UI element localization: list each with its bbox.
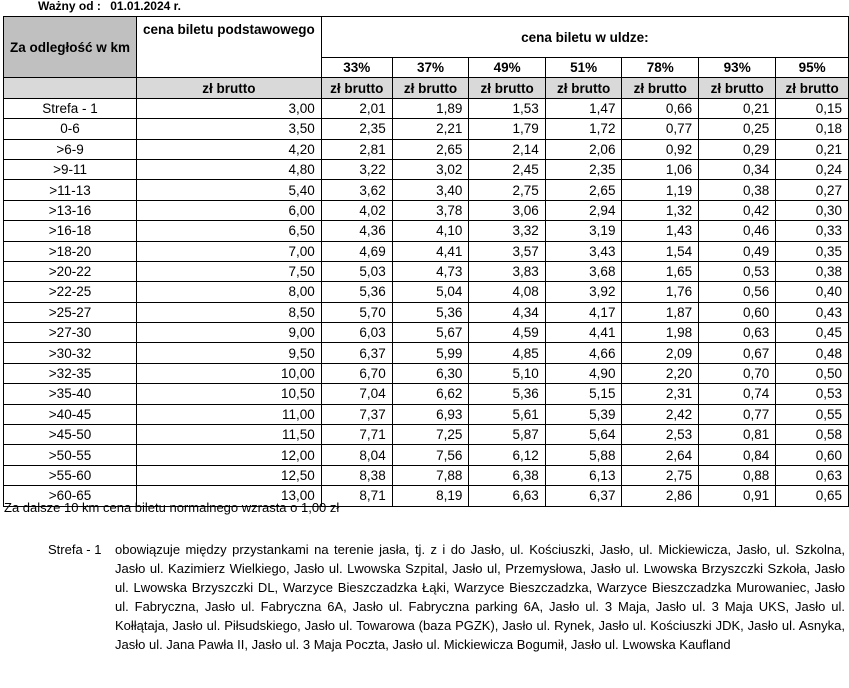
discount-price-cell: 0,46 — [699, 221, 776, 241]
discount-price-cell: 0,43 — [776, 302, 849, 322]
discount-price-cell: 3,43 — [545, 241, 622, 261]
discount-price-cell: 7,37 — [321, 404, 392, 424]
discount-percent-header: 33% — [321, 58, 392, 78]
unit-header: zł brutto — [469, 78, 545, 98]
unit-header: zł brutto — [545, 78, 622, 98]
distance-cell: >9-11 — [4, 159, 137, 179]
discount-percent-header: 51% — [545, 58, 622, 78]
fare-table — [3, 16, 849, 507]
discount-price-cell: 5,15 — [545, 384, 622, 404]
distance-cell: >22-25 — [4, 282, 137, 302]
distance-cell: 0-6 — [4, 119, 137, 139]
distance-cell: >11-13 — [4, 180, 137, 200]
distance-cell: >16-18 — [4, 221, 137, 241]
base-price-cell: 6,50 — [137, 221, 322, 241]
discount-price-cell: 7,56 — [392, 445, 469, 465]
base-price-cell: 9,00 — [137, 323, 322, 343]
discount-price-cell: 0,27 — [776, 180, 849, 200]
discount-price-cell: 6,93 — [392, 404, 469, 424]
discount-price-cell: 5,36 — [321, 282, 392, 302]
discount-price-cell: 4,73 — [392, 261, 469, 281]
discount-price-cell: 0,77 — [699, 404, 776, 424]
discount-price-cell: 1,54 — [622, 241, 699, 261]
discount-price-cell: 1,76 — [622, 282, 699, 302]
discount-price-cell: 3,62 — [321, 180, 392, 200]
zone-legend-key: Strefa - 1 — [48, 542, 102, 557]
fare-row — [4, 282, 849, 302]
base-price-cell: 9,50 — [137, 343, 322, 363]
discount-percent-header: 95% — [776, 58, 849, 78]
distance-cell: >32-35 — [4, 363, 137, 383]
discount-price-cell: 0,84 — [699, 445, 776, 465]
discount-price-cell: 1,47 — [545, 98, 622, 118]
unit-header: zł brutto — [321, 78, 392, 98]
base-price-cell: 11,00 — [137, 404, 322, 424]
discount-price-cell: 3,06 — [469, 200, 545, 220]
discount-price-cell: 5,36 — [469, 384, 545, 404]
discount-price-cell: 2,01 — [321, 98, 392, 118]
discount-price-cell: 6,62 — [392, 384, 469, 404]
discount-price-cell: 8,71 — [321, 486, 392, 506]
discount-price-cell: 7,25 — [392, 425, 469, 445]
discount-price-cell: 0,30 — [776, 200, 849, 220]
discount-price-cell: 6,37 — [321, 343, 392, 363]
fare-row — [4, 323, 849, 343]
discount-price-cell: 0,15 — [776, 98, 849, 118]
discount-price-cell: 6,70 — [321, 363, 392, 383]
discount-price-cell: 1,06 — [622, 159, 699, 179]
discount-price-cell: 2,53 — [622, 425, 699, 445]
discount-price-cell: 0,35 — [776, 241, 849, 261]
base-price-cell: 4,20 — [137, 139, 322, 159]
discount-price-cell: 0,53 — [776, 384, 849, 404]
distance-cell: >55-60 — [4, 465, 137, 485]
fare-row — [4, 180, 849, 200]
discount-percent-header: 37% — [392, 58, 469, 78]
discount-price-cell: 0,70 — [699, 363, 776, 383]
base-price-cell: 7,50 — [137, 261, 322, 281]
discount-price-cell: 7,88 — [392, 465, 469, 485]
discount-price-cell: 5,10 — [469, 363, 545, 383]
discount-price-cell: 2,06 — [545, 139, 622, 159]
discount-price-cell: 1,79 — [469, 119, 545, 139]
discount-price-cell: 0,92 — [622, 139, 699, 159]
base-price-cell: 11,50 — [137, 425, 322, 445]
distance-cell: >45-50 — [4, 425, 137, 445]
discount-price-cell: 3,83 — [469, 261, 545, 281]
discount-price-cell: 3,32 — [469, 221, 545, 241]
discount-price-cell: 5,64 — [545, 425, 622, 445]
fare-row — [4, 139, 849, 159]
discount-price-cell: 0,38 — [699, 180, 776, 200]
discount-price-cell: 2,94 — [545, 200, 622, 220]
unit-header: zł brutto — [699, 78, 776, 98]
fare-row — [4, 119, 849, 139]
discount-price-cell: 2,31 — [622, 384, 699, 404]
discount-price-cell: 0,21 — [776, 139, 849, 159]
discount-price-cell: 7,04 — [321, 384, 392, 404]
distance-cell: Strefa - 1 — [4, 98, 137, 118]
discount-price-cell: 2,35 — [321, 119, 392, 139]
discount-price-cell: 4,10 — [392, 221, 469, 241]
discount-price-cell: 5,39 — [545, 404, 622, 424]
base-price-cell: 10,00 — [137, 363, 322, 383]
discount-price-cell: 2,81 — [321, 139, 392, 159]
discount-price-cell: 4,17 — [545, 302, 622, 322]
discount-price-cell: 6,38 — [469, 465, 545, 485]
fare-row — [4, 404, 849, 424]
discount-percent-header: 78% — [622, 58, 699, 78]
discount-price-cell: 2,75 — [622, 465, 699, 485]
fare-row — [4, 200, 849, 220]
discount-price-cell: 0,50 — [776, 363, 849, 383]
discount-price-cell: 7,71 — [321, 425, 392, 445]
discount-price-cell: 0,42 — [699, 200, 776, 220]
discount-price-cell: 4,36 — [321, 221, 392, 241]
discount-price-cell: 2,14 — [469, 139, 545, 159]
discount-price-cell: 0,45 — [776, 323, 849, 343]
discount-price-cell: 1,89 — [392, 98, 469, 118]
discount-price-cell: 3,40 — [392, 180, 469, 200]
discount-price-cell: 3,57 — [469, 241, 545, 261]
unit-header: zł brutto — [392, 78, 469, 98]
discount-price-cell: 1,87 — [622, 302, 699, 322]
discount-percent-header: 93% — [699, 58, 776, 78]
fare-row — [4, 302, 849, 322]
fare-row — [4, 465, 849, 485]
distance-header: Za odległość w km — [4, 17, 137, 78]
discount-price-cell: 6,63 — [469, 486, 545, 506]
discount-price-cell: 0,33 — [776, 221, 849, 241]
discount-price-cell: 0,60 — [776, 445, 849, 465]
base-price-cell: 3,50 — [137, 119, 322, 139]
base-price-cell: 7,00 — [137, 241, 322, 261]
unit-header: zł brutto — [776, 78, 849, 98]
price-increase-note: Za dalsze 10 km cena biletu normalnego wzrasta o 1,00 zł — [4, 500, 340, 515]
discount-price-cell: 2,42 — [622, 404, 699, 424]
discount-price-cell: 2,35 — [545, 159, 622, 179]
discount-price-cell: 0,81 — [699, 425, 776, 445]
discount-price-cell: 0,21 — [699, 98, 776, 118]
fare-row — [4, 425, 849, 445]
distance-cell: >35-40 — [4, 384, 137, 404]
valid-from-line — [38, 0, 187, 13]
valid-from-label: Ważny od : — [38, 0, 101, 13]
discount-price-cell: 2,45 — [469, 159, 545, 179]
discount-price-cell: 4,02 — [321, 200, 392, 220]
discount-price-cell: 8,04 — [321, 445, 392, 465]
discount-price-cell: 0,48 — [776, 343, 849, 363]
discount-price-cell: 8,19 — [392, 486, 469, 506]
discount-price-cell: 0,34 — [699, 159, 776, 179]
discount-price-cell: 2,65 — [545, 180, 622, 200]
discount-price-cell: 1,65 — [622, 261, 699, 281]
discount-price-cell: 2,86 — [622, 486, 699, 506]
discount-price-cell: 3,19 — [545, 221, 622, 241]
discount-price-cell: 3,68 — [545, 261, 622, 281]
discount-price-cell: 0,77 — [622, 119, 699, 139]
discount-price-cell: 5,67 — [392, 323, 469, 343]
discount-price-cell: 0,56 — [699, 282, 776, 302]
discount-price-cell: 1,98 — [622, 323, 699, 343]
discount-price-cell: 1,19 — [622, 180, 699, 200]
discount-price-cell: 2,09 — [622, 343, 699, 363]
discount-price-cell: 0,40 — [776, 282, 849, 302]
distance-cell: >30-32 — [4, 343, 137, 363]
base-price-cell: 13,00 — [137, 486, 322, 506]
discount-price-cell: 4,34 — [469, 302, 545, 322]
discount-price-cell: 3,92 — [545, 282, 622, 302]
discount-price-cell: 0,29 — [699, 139, 776, 159]
discount-price-cell: 0,55 — [776, 404, 849, 424]
distance-cell: >60-65 — [4, 486, 137, 506]
discount-price-cell: 6,37 — [545, 486, 622, 506]
discount-price-cell: 0,24 — [776, 159, 849, 179]
discount-price-cell: 5,70 — [321, 302, 392, 322]
discount-price-cell: 4,41 — [545, 323, 622, 343]
base-price-cell: 3,00 — [137, 98, 322, 118]
zone-legend — [48, 540, 845, 654]
fare-row — [4, 98, 849, 118]
unit-header: zł brutto — [137, 78, 322, 98]
valid-from-date: 01.01.2024 r. — [110, 0, 181, 13]
discount-price-cell: 5,99 — [392, 343, 469, 363]
fare-row — [4, 241, 849, 261]
discount-price-cell: 4,08 — [469, 282, 545, 302]
discount-price-cell: 4,85 — [469, 343, 545, 363]
distance-cell: >20-22 — [4, 261, 137, 281]
discount-price-cell: 2,65 — [392, 139, 469, 159]
zone-legend-text: obowiązuje między przystankami na terenie jasła, tj. z i do Jasło, ul. Kościuszki, Jasło, ul. Mickiewicza, Jasło, ul. Szkolna, Jasło ul. Kazimierz Wielkiego, Jasło ul. Lwowska Szpital, Jasło ul, Przemysłowa, Jasło ul. Lwowska Brzyszczki Szkoła, Jasło ul. Lwowska Brzyszczki DL, Warzyce Bieszczadzka Łąki, Warzyce Bieszczadzka, Warzyce Bieszczadzka Murowaniec, Jasło ul. Fabryczna, Jasło ul. Fabryczna 6A, Jasło ul. Fabryczna parking 6A, Jasło ul. 3 Maja, Jasło ul. 3 Maja UKS, Jasło ul. Kołłątaja, Jasło ul. Piłsudskiego, Jasło ul. Towarowa (baza PGZK), Jasło ul. Rynek, Jasło ul. Kościuszki JDK, Jasło ul. Asnyka, Jasło ul. Jana Pawła II, Jasło ul. 3 Maja Poczta, Jasło ul. Mickiewicza Bogumił, Jasło ul. Lwowska Kaufland — [115, 542, 845, 652]
distance-cell: >6-9 — [4, 139, 137, 159]
distance-cell: >13-16 — [4, 200, 137, 220]
discount-price-cell: 0,58 — [776, 425, 849, 445]
discount-price-cell: 0,66 — [622, 98, 699, 118]
discount-price-cell: 0,88 — [699, 465, 776, 485]
discount-price-cell: 6,13 — [545, 465, 622, 485]
discount-price-cell: 0,53 — [699, 261, 776, 281]
base-price-cell: 5,40 — [137, 180, 322, 200]
fare-row — [4, 363, 849, 383]
fare-row — [4, 445, 849, 465]
discount-price-cell: 3,02 — [392, 159, 469, 179]
fare-row — [4, 261, 849, 281]
discount-price-cell: 1,43 — [622, 221, 699, 241]
discount-price-cell: 0,38 — [776, 261, 849, 281]
discount-price-cell: 2,20 — [622, 363, 699, 383]
distance-cell: >18-20 — [4, 241, 137, 261]
fare-table-body — [4, 98, 849, 506]
discount-price-cell: 0,25 — [699, 119, 776, 139]
discount-price-cell: 8,38 — [321, 465, 392, 485]
discount-price-cell: 0,63 — [699, 323, 776, 343]
base-price-cell: 8,00 — [137, 282, 322, 302]
header-row-top — [4, 17, 849, 58]
discount-price-cell: 5,87 — [469, 425, 545, 445]
base-price-header: cena biletu podstawowego — [137, 17, 322, 78]
discount-percent-header: 49% — [469, 58, 545, 78]
discount-price-cell: 4,69 — [321, 241, 392, 261]
discount-price-cell: 0,91 — [699, 486, 776, 506]
discount-price-cell: 5,36 — [392, 302, 469, 322]
discount-price-cell: 0,49 — [699, 241, 776, 261]
discount-price-cell: 0,18 — [776, 119, 849, 139]
discount-price-cell: 0,63 — [776, 465, 849, 485]
base-price-cell: 12,50 — [137, 465, 322, 485]
distance-cell: >40-45 — [4, 404, 137, 424]
discount-price-cell: 3,78 — [392, 200, 469, 220]
discount-price-cell: 1,72 — [545, 119, 622, 139]
fare-row — [4, 343, 849, 363]
discount-price-cell: 3,22 — [321, 159, 392, 179]
discount-price-cell: 0,67 — [699, 343, 776, 363]
base-price-cell: 8,50 — [137, 302, 322, 322]
unit-row — [4, 78, 849, 98]
discount-price-cell: 4,66 — [545, 343, 622, 363]
discount-price-cell: 2,64 — [622, 445, 699, 465]
discount-price-cell: 4,59 — [469, 323, 545, 343]
discount-price-cell: 1,32 — [622, 200, 699, 220]
discount-price-cell: 6,12 — [469, 445, 545, 465]
distance-cell: >27-30 — [4, 323, 137, 343]
discount-price-cell: 2,75 — [469, 180, 545, 200]
unit-header: zł brutto — [622, 78, 699, 98]
fare-row — [4, 159, 849, 179]
fare-row — [4, 384, 849, 404]
discount-price-cell: 0,74 — [699, 384, 776, 404]
fare-row — [4, 221, 849, 241]
base-price-cell: 12,00 — [137, 445, 322, 465]
discount-price-cell: 0,65 — [776, 486, 849, 506]
discount-price-cell: 6,03 — [321, 323, 392, 343]
base-price-cell: 10,50 — [137, 384, 322, 404]
discount-price-cell: 4,41 — [392, 241, 469, 261]
distance-header-spacer — [4, 78, 137, 98]
discount-price-cell: 5,88 — [545, 445, 622, 465]
base-price-cell: 4,80 — [137, 159, 322, 179]
discount-price-cell: 5,04 — [392, 282, 469, 302]
distance-cell: >25-27 — [4, 302, 137, 322]
distance-cell: >50-55 — [4, 445, 137, 465]
discount-price-cell: 5,61 — [469, 404, 545, 424]
discount-price-cell: 5,03 — [321, 261, 392, 281]
discount-price-cell: 2,21 — [392, 119, 469, 139]
base-price-cell: 6,00 — [137, 200, 322, 220]
discount-group-header: cena biletu w uldze: — [321, 17, 848, 58]
discount-price-cell: 6,30 — [392, 363, 469, 383]
discount-price-cell: 4,90 — [545, 363, 622, 383]
discount-price-cell: 0,60 — [699, 302, 776, 322]
discount-price-cell: 1,53 — [469, 98, 545, 118]
